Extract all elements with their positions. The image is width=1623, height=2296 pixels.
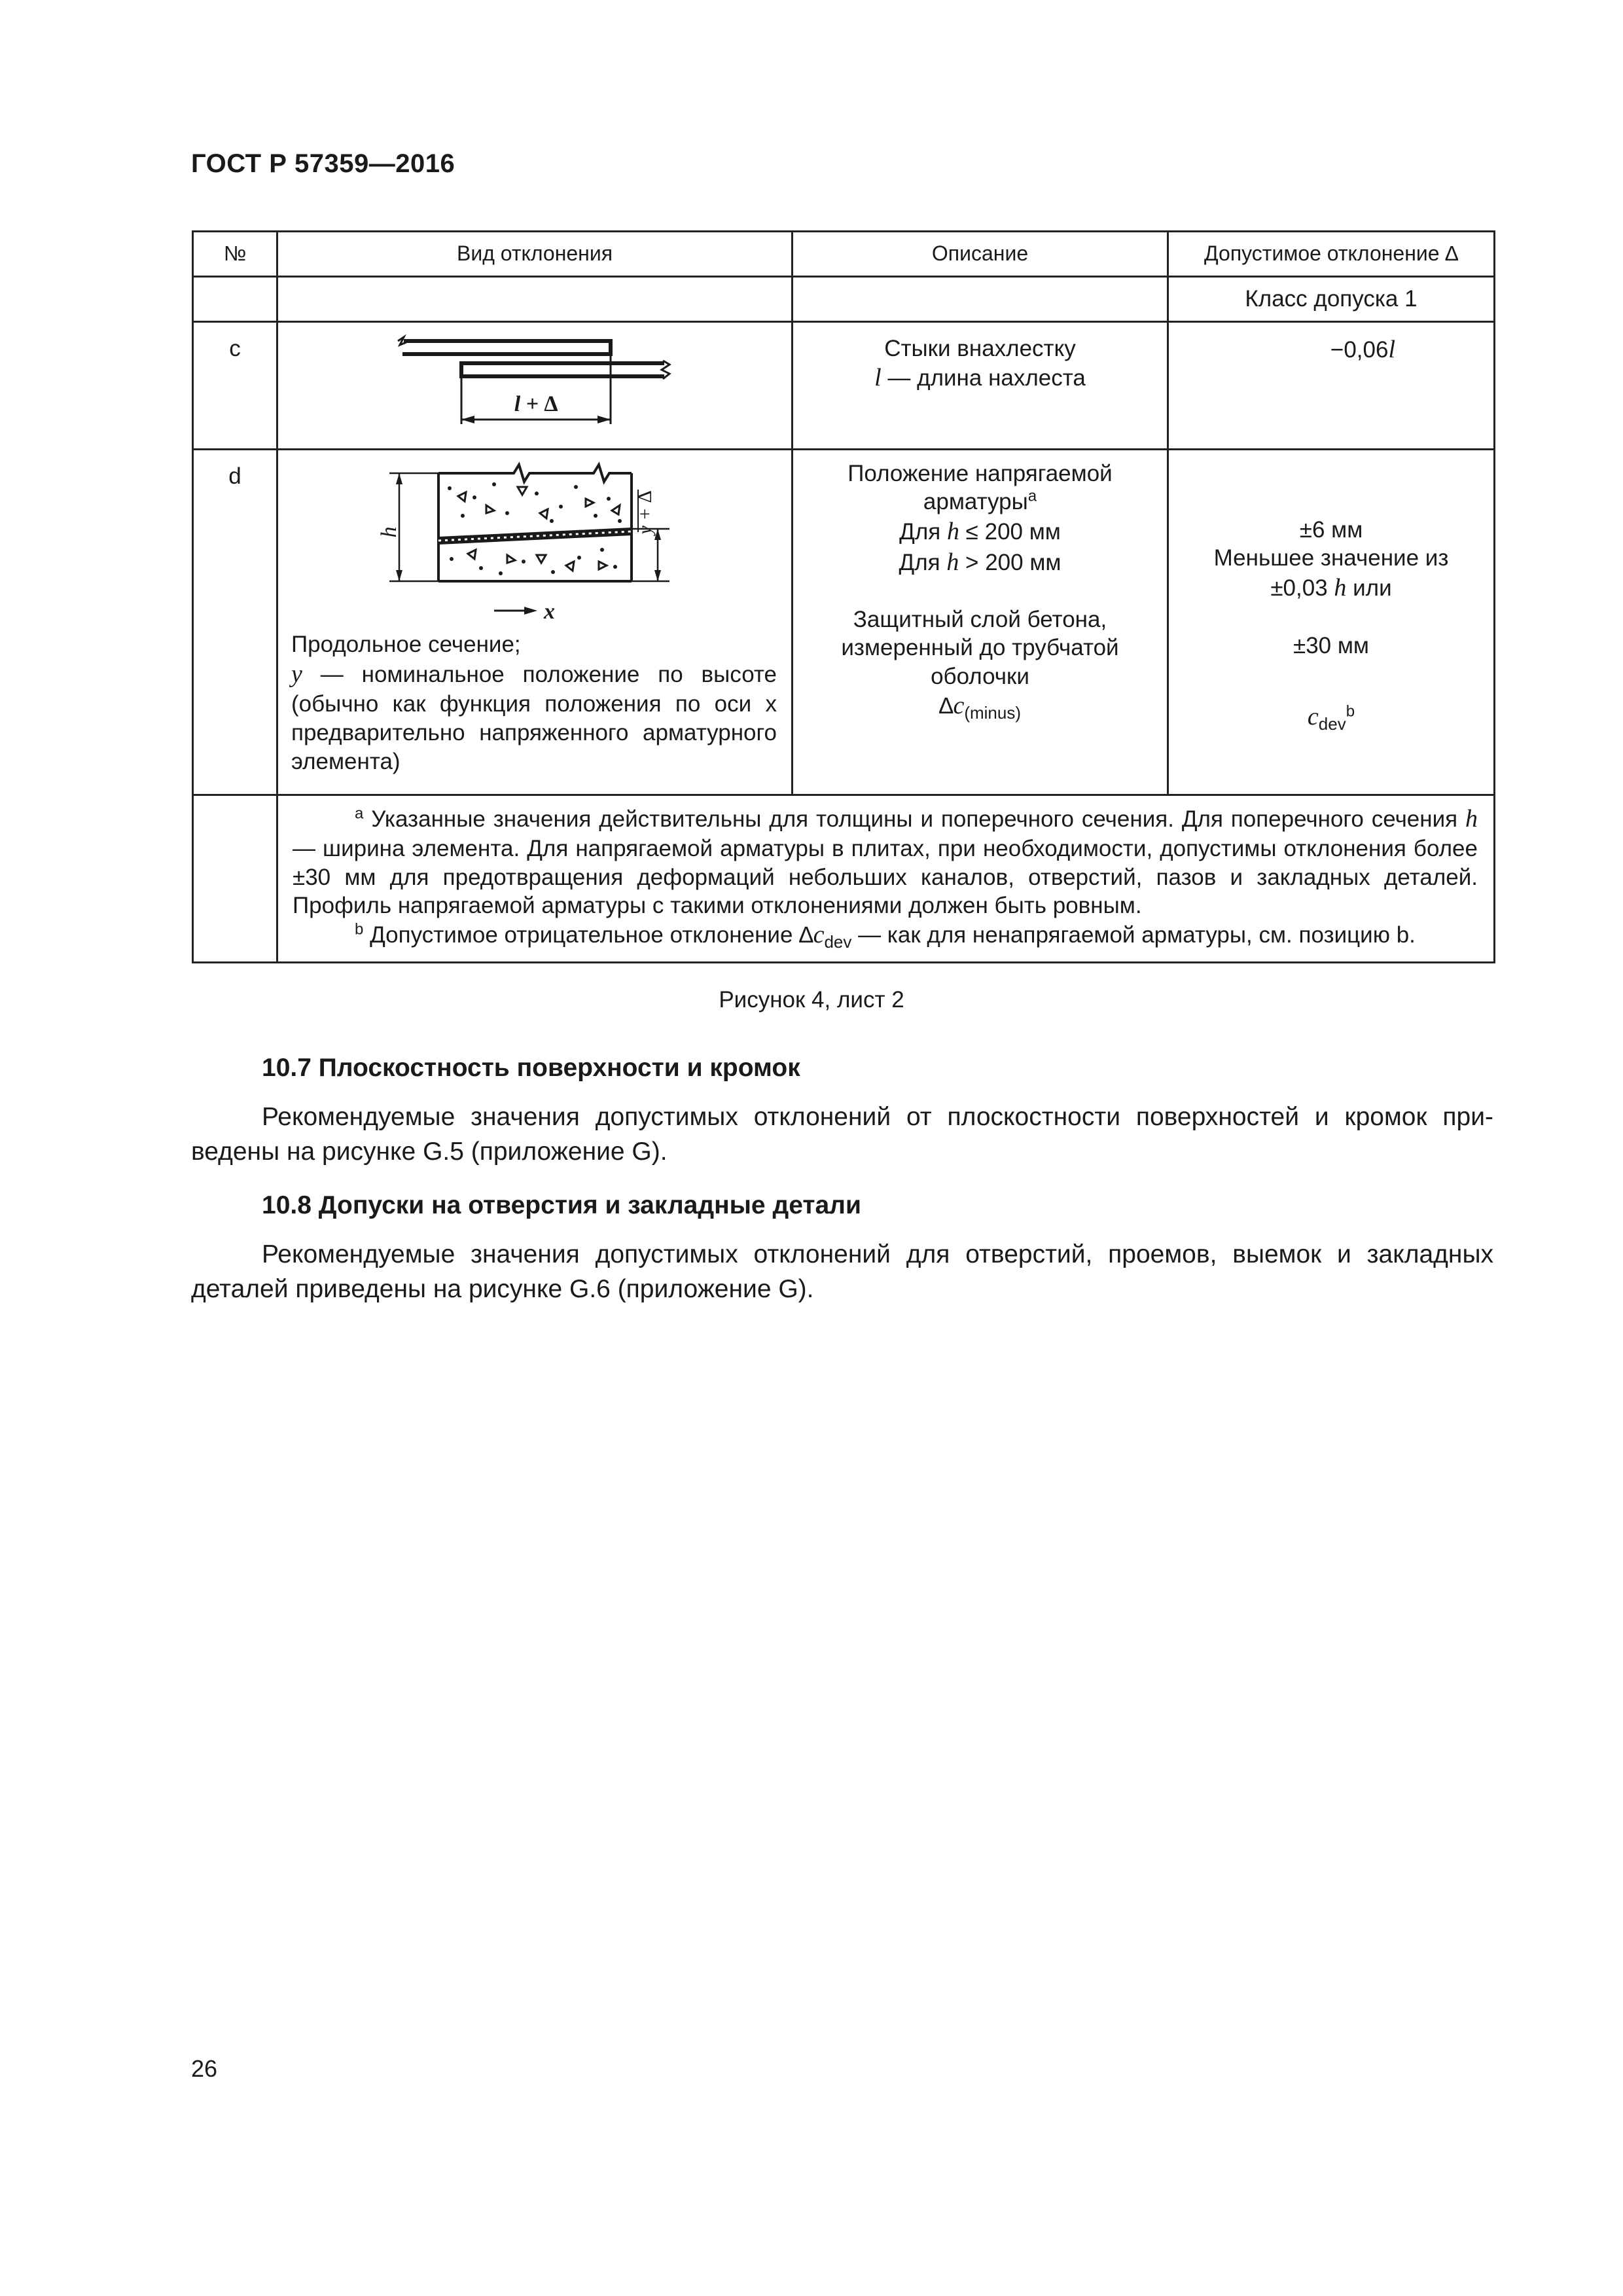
document-header: ГОСТ Р 57359—2016 — [191, 149, 455, 178]
var-l: l — [1388, 336, 1395, 363]
row-number-d: d — [193, 450, 277, 795]
prestress-tolerance — [1168, 450, 1495, 795]
var-h: h — [1334, 573, 1347, 601]
note-a — [293, 804, 1478, 920]
col-header-description: Описание — [793, 232, 1168, 277]
prestress-description — [793, 450, 1168, 795]
figure-caption: Рисунок 4, лист 2 — [719, 987, 904, 1013]
desc-h2-post: > 200 мм — [959, 549, 1061, 575]
desc-delta-c — [793, 691, 1167, 721]
position-label: y + ∆ — [634, 490, 656, 535]
lap-joint-figure-cell — [277, 322, 793, 450]
note-a-mark: a — [355, 804, 364, 823]
var-h: h — [946, 517, 959, 545]
table-notes-row — [193, 795, 1495, 963]
desc-h-le-200 — [793, 516, 1167, 547]
var-h: h — [1465, 805, 1478, 833]
section-caption — [278, 630, 791, 776]
tol-cdev — [1169, 702, 1493, 732]
lap-joint-diagram — [278, 323, 793, 450]
note-b — [293, 920, 1478, 950]
lap-joint-title: Стыки внахлестку — [884, 336, 1076, 361]
tol-003h — [1169, 573, 1493, 603]
desc-position-2 — [793, 488, 1167, 516]
tolerance-class: Класс допуска 1 — [1168, 277, 1495, 322]
footnote-mark-a: a — [1027, 487, 1037, 505]
desc-position-2-text: арматуры — [923, 489, 1028, 515]
tol-smaller-of: Меньшее значение из — [1213, 545, 1449, 571]
var-l: l — [874, 364, 882, 392]
table-row — [193, 322, 1495, 450]
tol-003h-post: или — [1346, 575, 1392, 601]
desc-h1-pre: Для — [899, 518, 947, 545]
subscript-dev: dev — [1318, 714, 1346, 734]
prestressed-section-diagram — [278, 450, 793, 630]
section-definition — [291, 659, 777, 776]
section-10-7-title: 10.7 Плоскостность поверхности и кромок — [262, 1054, 800, 1082]
tol-30mm: ±30 мм — [1293, 632, 1369, 658]
desc-h-gt-200 — [793, 547, 1167, 578]
tol-6mm: ±6 мм — [1299, 517, 1363, 543]
col-header-tolerance: Допустимое отклонение ∆ — [1168, 232, 1495, 277]
var-c: c — [813, 921, 825, 949]
desc-cover-3: оболочки — [931, 663, 1029, 689]
desc-h2-pre: Для — [899, 549, 947, 575]
note-b-text-2: — как для ненапрягаемой арматуры, см. позицию b. — [851, 922, 1416, 948]
deviation-table — [192, 230, 1495, 963]
section-10-7-body: Рекомендуемые значения допустимых отклонений от плоскостности поверхностей и кромок приведены на рисунке G.5 (приложение G). — [191, 1103, 1493, 1166]
note-a-text-2: — ширина элемента. Для напрягаемой арматуры в плитах, при необходимости, допустимы отклонения более ±30 мм для предотвращения деформаций небольших каналов, отверстий, пазов и закладных деталей. Профиль напрягаемой арматуры с такими отклонениями должен быть ровным. — [293, 836, 1478, 918]
lap-length-definition — [793, 363, 1167, 393]
lap-joint-tolerance — [1168, 322, 1495, 450]
footnote-mark-b: b — [1346, 702, 1355, 721]
subscript-minus: (minus) — [964, 703, 1021, 723]
section-definition-text: — номинальное положение по высоте (обычно как функция положения по оси x предварительно напряженного арматурного элемента) — [291, 661, 777, 774]
col-header-type: Вид отклонения — [277, 232, 793, 277]
delta-symbol: ∆ — [939, 693, 954, 719]
section-title: Продольное сечение; — [291, 632, 521, 657]
col-header-number: № — [193, 232, 277, 277]
desc-h1-post: ≤ 200 мм — [959, 518, 1061, 545]
table-class-row — [193, 277, 1495, 322]
note-a-text-1: Указанные значения действительны для толщины и поперечного сечения. Для поперечного сечения — [363, 806, 1465, 832]
desc-cover-1: Защитный слой бетона, — [853, 607, 1107, 632]
height-label: h — [377, 526, 401, 538]
table-header-row — [193, 232, 1495, 277]
section-10-8-title: 10.8 Допуски на отверстия и закладные детали — [262, 1191, 861, 1219]
note-b-sub: dev — [824, 932, 852, 952]
tolerance-value: −0,06 — [1330, 337, 1389, 363]
var-c: c — [953, 692, 965, 720]
lap-length-text: — длина нахлеста — [881, 365, 1086, 391]
section-10-8-body: Рекомендуемые значения допустимых отклонений для отверстий, проемов, выемок и закладных деталей приведены на рисунке G.6 (приложение G). — [191, 1240, 1493, 1304]
table-notes — [277, 795, 1495, 963]
note-b-mark: b — [355, 920, 364, 939]
lap-joint-description — [793, 322, 1168, 450]
section-10-7-text — [191, 1100, 1493, 1170]
desc-cover-2: измеренный до трубчатой — [841, 635, 1119, 661]
lap-length-label: l + ∆ — [514, 392, 558, 416]
var-h: h — [946, 548, 959, 576]
page-number: 26 — [191, 2055, 218, 2082]
table-row — [193, 450, 1495, 795]
note-b-text-1: Допустимое отрицательное отклонение ∆ — [363, 922, 813, 948]
axis-x-label: x — [544, 600, 555, 624]
var-c: c — [1307, 703, 1319, 731]
tol-003h-pre: ±0,03 — [1270, 575, 1334, 601]
var-y: y — [291, 660, 302, 688]
section-10-8-text — [191, 1237, 1493, 1307]
section-figure-cell — [277, 450, 793, 795]
row-number-c: c — [193, 322, 277, 450]
desc-position-1: Положение напрягаемой — [847, 461, 1113, 486]
